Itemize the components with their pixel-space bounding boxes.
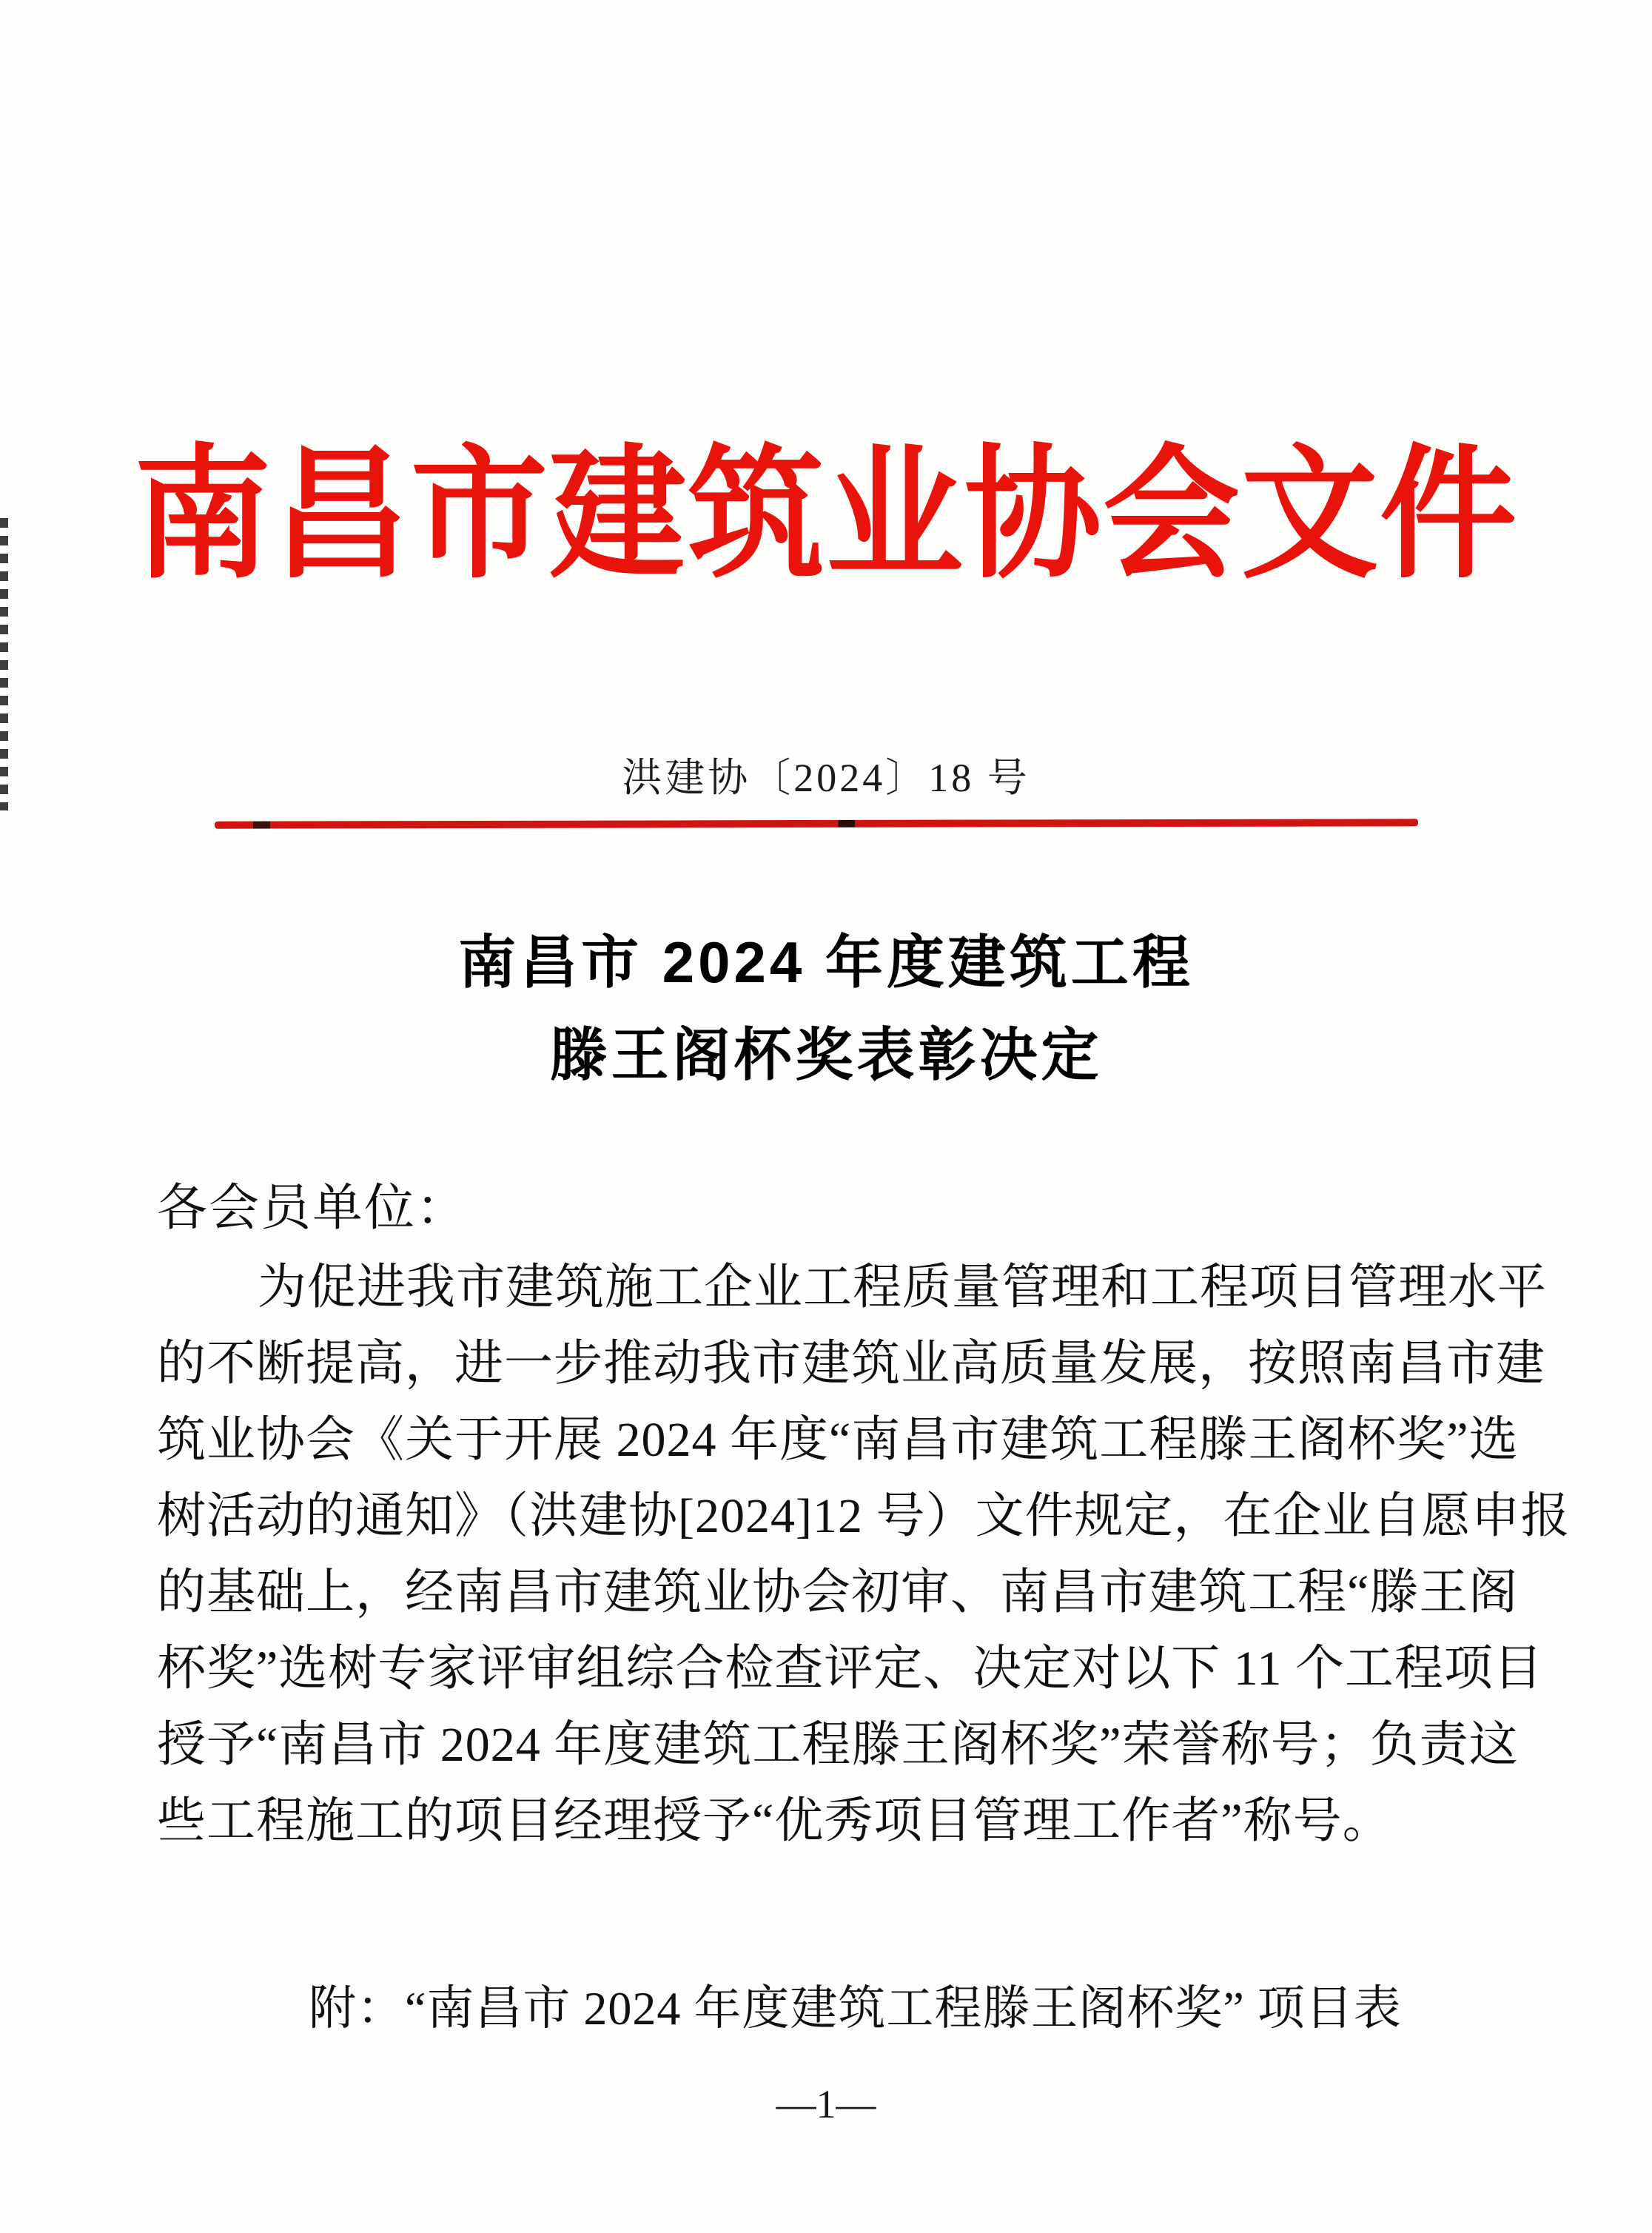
doc-title-line1: 南昌市 2024 年度建筑工程 xyxy=(458,930,1194,995)
doc-title-line2: 滕王阁杯奖表彰决定 xyxy=(549,1022,1103,1087)
attachment-note: 附：“南昌市 2024 年度建筑工程滕王阁杯奖” 项目表 xyxy=(309,1982,1402,2035)
page-number: —1— xyxy=(776,2082,876,2126)
red-header-rule xyxy=(215,819,1418,828)
body-line: 授予“南昌市 2024 年度建筑工程滕王阁杯奖”荣誉称号；负责这 xyxy=(157,1718,1519,1772)
body-paragraph xyxy=(157,1249,1571,1859)
body-line: 筑业协会《关于开展 2024 年度“南昌市建筑工程滕王阁杯奖”选 xyxy=(157,1413,1519,1467)
body-line: 的基础上，经南昌市建筑业协会初审、南昌市建筑工程“滕王阁 xyxy=(157,1565,1519,1619)
body-line: 些工程施工的项目经理授予“优秀项目管理工作者”称号。 xyxy=(157,1794,1392,1848)
org-title: 南昌市建筑业协会文件 xyxy=(134,436,1518,597)
doc-number: 洪建协〔2024〕18 号 xyxy=(622,756,1030,800)
body-line: 的不断提高，进一步推动我市建筑业高质量发展，按照南昌市建 xyxy=(157,1337,1545,1391)
salutation: 各会员单位： xyxy=(157,1180,469,1236)
doc-title xyxy=(0,916,1652,1101)
body-line: 为促进我市建筑施工企业工程质量管理和工程项目管理水平 xyxy=(258,1260,1547,1314)
body-line: 树活动的通知》（洪建协[2024]12 号）文件规定，在企业自愿申报 xyxy=(157,1489,1571,1543)
body-line: 杯奖”选树专家评审组综合检查评定、决定对以下 11 个工程项目 xyxy=(157,1642,1543,1696)
